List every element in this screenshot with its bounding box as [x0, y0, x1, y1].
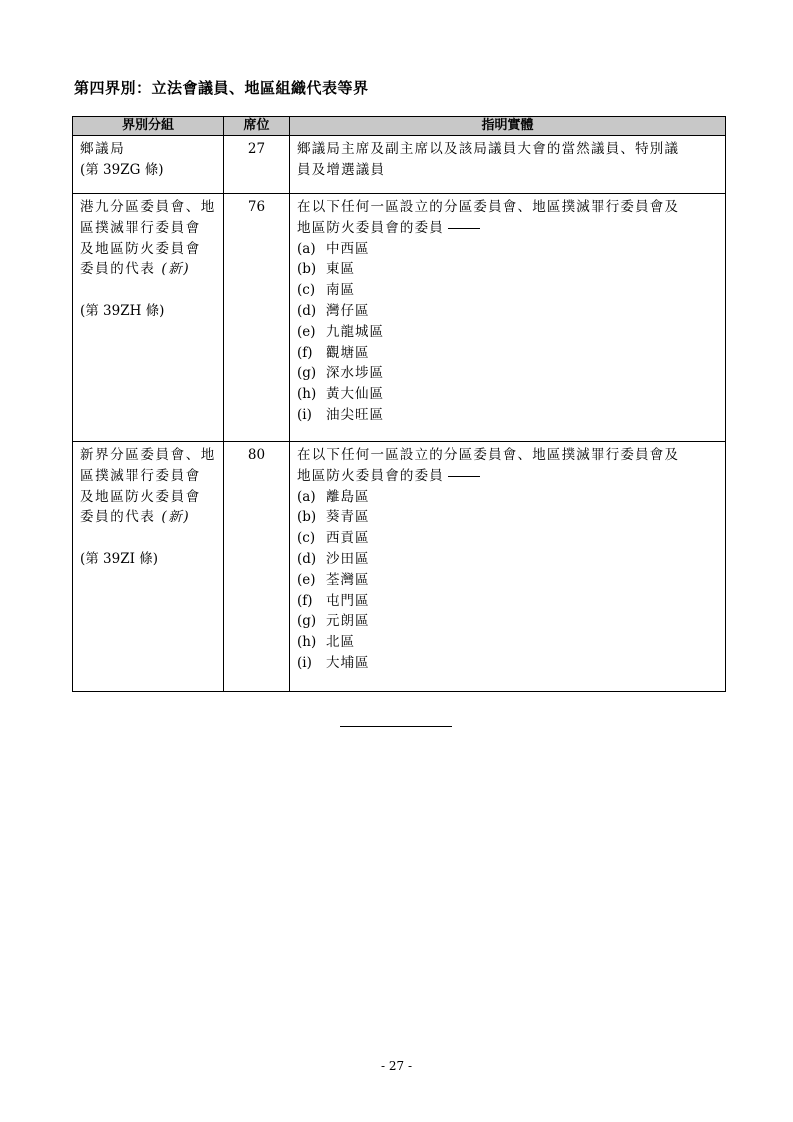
seats-cell: 80: [224, 442, 290, 692]
header-specified-bodies: 指明實體: [290, 117, 726, 136]
seats-cell: 27: [224, 136, 290, 194]
list-item: (d) 灣仔區: [297, 302, 370, 319]
list-item: (c) 西貢區: [297, 530, 370, 547]
dash-rule: [448, 476, 480, 477]
bodies-line: 員及增選議員: [297, 161, 386, 178]
seats-cell: 76: [224, 194, 290, 442]
header-subsector: 界別分組: [73, 117, 224, 136]
list-item: (g) 元朗區: [297, 613, 370, 630]
list-item: (g) 深水埗區: [297, 365, 384, 382]
dash-rule: [448, 228, 480, 229]
section-reference: (第 39ZG 條): [80, 161, 164, 178]
subsector-name-line: 及地區防火委員會: [80, 240, 201, 257]
subsector-name-line: 委員的代表: [80, 261, 156, 278]
subsector-name-line: 港九分區委員會、地: [80, 199, 216, 215]
list-item: (e) 荃灣區: [297, 571, 370, 588]
list-item: (i) 大埔區: [297, 654, 370, 671]
bodies-line: 地區防火委員會的委員: [297, 467, 444, 484]
page-number: - 27 -: [380, 1059, 412, 1073]
subsector-name-line: 區撲滅罪行委員會: [80, 467, 201, 484]
new-marker: (新): [161, 509, 191, 526]
subsector-cell: [73, 442, 224, 692]
district-list: [297, 239, 719, 426]
specified-bodies-cell: [290, 136, 726, 194]
subsector-name-line: 區撲滅罪行委員會: [80, 219, 201, 236]
subsector-name: 鄉議局: [80, 141, 126, 157]
table-row: [73, 442, 726, 692]
subsector-name-line: 及地區防火委員會: [80, 488, 201, 505]
new-marker: (新): [161, 261, 191, 278]
list-item: (a) 中西區: [297, 240, 370, 257]
list-item: (f) 屯門區: [297, 592, 370, 609]
header-seats: 席位: [224, 117, 290, 136]
bodies-line: 在以下任何一區設立的分區委員會、地區撲滅罪行委員會及: [297, 447, 680, 463]
specified-bodies-cell: [290, 194, 726, 442]
list-item: (b) 東區: [297, 261, 355, 278]
subsector-cell: [73, 136, 224, 194]
list-item: (i) 油尖旺區: [297, 406, 384, 423]
end-rule: [340, 726, 452, 727]
list-item: (h) 黃大仙區: [297, 386, 384, 403]
bodies-line: 鄉議局主席及副主席以及該局議員大會的當然議員、特別議: [297, 141, 680, 157]
list-item: (b) 葵青區: [297, 509, 370, 526]
list-item: (c) 南區: [297, 282, 355, 299]
table-row: [73, 136, 726, 194]
subsector-name-line: 新界分區委員會、地: [80, 447, 216, 463]
table-header-row: [73, 117, 726, 136]
section-reference: (第 39ZI 條): [80, 550, 159, 567]
constituency-table: [72, 116, 726, 692]
subsector-cell: [73, 194, 224, 442]
section-reference: (第 39ZH 條): [80, 302, 165, 319]
district-list: [297, 487, 719, 674]
bodies-line: 在以下任何一區設立的分區委員會、地區撲滅罪行委員會及: [297, 199, 680, 215]
list-item: (h) 北區: [297, 634, 355, 651]
specified-bodies-cell: [290, 442, 726, 692]
table-row: [73, 194, 726, 442]
list-item: (e) 九龍城區: [297, 323, 384, 340]
list-item: (f) 觀塘區: [297, 344, 370, 361]
page-title: 第四界別：立法會議員、地區組織代表等界: [74, 79, 369, 97]
list-item: (a) 離島區: [297, 488, 370, 505]
bodies-line: 地區防火委員會的委員: [297, 219, 444, 236]
subsector-name-line: 委員的代表: [80, 509, 156, 526]
list-item: (d) 沙田區: [297, 550, 370, 567]
